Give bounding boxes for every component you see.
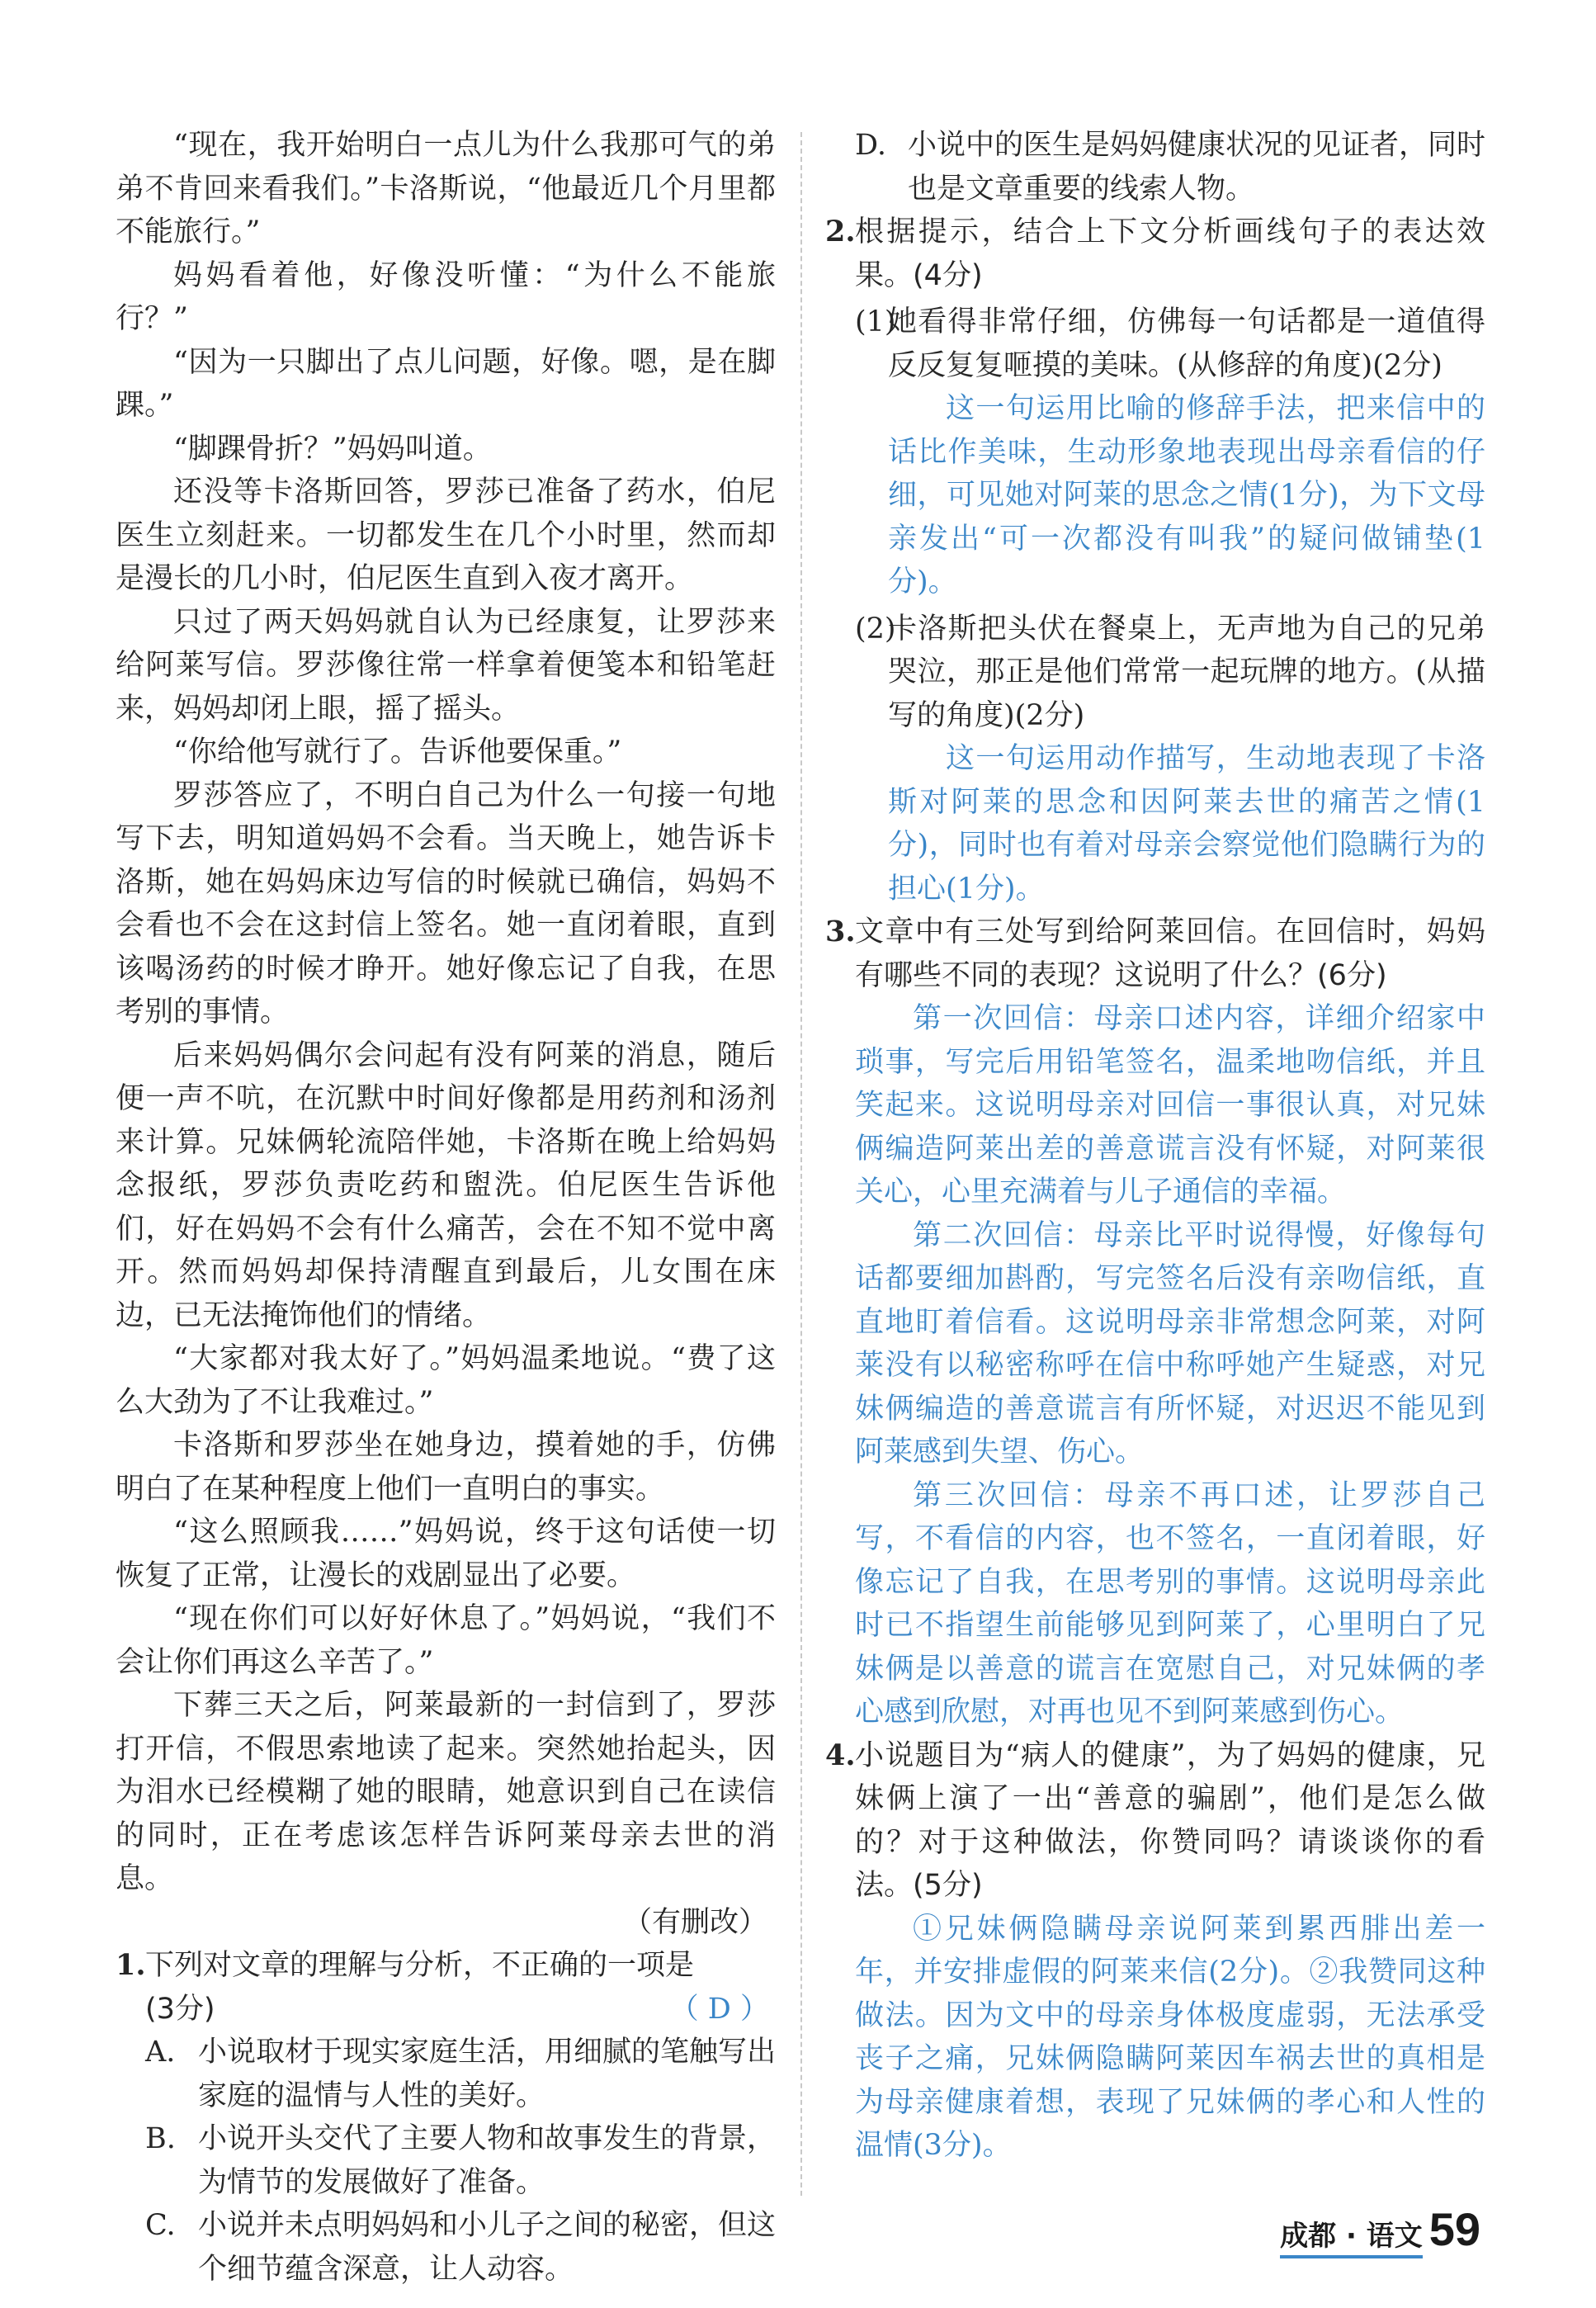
sub-question-text: 卡洛斯把头伏在餐桌上，无声地为自己的兄弟哭泣，那正是他们常常一起玩牌的地方。(从描写的角度)(2分) [888, 612, 1485, 732]
question-text: 文章中有三处写到给阿莱回信。在回信时，妈妈有哪些不同的表现？这说明了什么？ [855, 915, 1485, 992]
question-number: 2. [825, 215, 856, 248]
story-paragraph: “大家都对我太好了。”妈妈温柔地说。“费了这么大劲为了不让我难过。” [116, 1342, 776, 1419]
story-paragraph: 妈妈看着他，好像没听懂：“为什么不能旅行？” [116, 258, 776, 335]
story-column [116, 124, 776, 2291]
footer-label: 成都 · 语文 [1280, 2213, 1423, 2258]
question-number: 1. [116, 1948, 146, 1982]
story-paragraph: 卡洛斯和罗莎坐在她身边，摸着她的手，仿佛明白了在某种程度上他们一直明白的事实。 [116, 1429, 776, 1506]
story-paragraph: 后来妈妈偶尔会问起有没有阿莱的消息，随后便一声不吭，在沉默中时间好像都是用药剂和汤剂来计算。兄妹俩轮流陪伴她，卡洛斯在晚上给妈妈念报纸，罗莎负责吃药和盥洗。伯尼医生告诉他们，好在妈妈不会有什么痛苦，会在不知不觉中离开。然而妈妈却保持清醒直到最后，儿女围在床边，已无法掩饰他们的情绪。 [116, 1038, 776, 1332]
question-4 [825, 1734, 1485, 1908]
source-note: （有删改） [622, 1905, 767, 1939]
question-points: (6分) [1317, 958, 1387, 992]
story-paragraph: “因为一只脚出了点儿问题，好像。嗯，是在脚踝。” [116, 345, 776, 422]
story-paragraph: “这么照顾我……”妈妈说，终于这句话使一切恢复了正常，让漫长的戏剧显出了必要。 [116, 1516, 776, 1592]
question-text: 下列对文章的理解与分析，不正确的一项是 [145, 1949, 695, 1982]
answer-text: 这一句运用比喻的修辞手法，把来信中的话比作美味，生动形象地表现出母亲看信的仔细，可见她对阿莱的思念之情(1分)，为下文母亲发出“可一次都没有叫我”的疑问做铺垫(1分)。 [888, 392, 1485, 598]
question-text: 根据提示，结合上下文分析画线句子的表达效果。 [855, 215, 1485, 292]
option-letter: B. [145, 2122, 176, 2155]
answer-text: ①兄妹俩隐瞒母亲说阿莱到累西腓出差一年，并安排虚假的阿莱来信(2分)。②我赞同这种做法。因为文中的母亲身体极度虚弱，无法承受丧子之痛，兄妹俩隐瞒阿莱因车祸去世的真相是为母亲健康着想，表现了兄妹俩的孝心和人性的温情(3分)。 [855, 1912, 1485, 2162]
answer-text: 第一次回信：母亲口述内容，详细介绍家中琐事，写完后用铅笔签名，温柔地吻信纸，并且笑起来。这说明母亲对回信一事很认真，对兄妹俩编造阿莱出差的善意谎言没有怀疑，对阿莱很关心，心里充满着与儿子通信的幸福。 [855, 1002, 1485, 1208]
story-paragraph: “现在，我开始明白一点儿为什么我那可气的弟弟不肯回来看我们。”卡洛斯说，“他最近几个月里都不能旅行。” [116, 129, 776, 248]
question-text: 小说题目为“病人的健康”，为了妈妈的健康，兄妹俩上演了一出“善意的骗剧”，他们是怎么做的？对于这种做法，你赞同吗？请谈谈你的看法。 [855, 1738, 1485, 1902]
story-paragraph: “脚踝骨折？”妈妈叫道。 [173, 432, 492, 466]
page-number: 59 [1428, 2203, 1480, 2255]
option-text: 小说开头交代了主要人物和故事发生的背景，为情节的发展做好了准备。 [198, 2122, 777, 2199]
answer-choice: （ D ） [669, 1992, 769, 2026]
sub-question-text: 她看得非常仔细，仿佛每一句话都是一道值得反反复复咂摸的美味。(从修辞的角度)(2分) [888, 305, 1485, 382]
story-paragraph: 还没等卡洛斯回答，罗莎已准备了药水，伯尼医生立刻赶来。一切都发生在几个小时里，然而却是漫长的几小时，伯尼医生直到入夜才离开。 [116, 475, 776, 595]
answer-text: 这一句运用动作描写，生动地表现了卡洛斯对阿莱的思念和因阿莱去世的痛苦之情(1分)，同时也有着对母亲会察觉他们隐瞒行为的担心(1分)。 [888, 742, 1485, 906]
question-number: 3. [825, 915, 856, 948]
question-3 [825, 910, 1485, 997]
story-paragraph: 罗莎答应了，不明白自己为什么一句接一句地写下去，明知道妈妈不会看。当天晚上，她告诉卡洛斯，她在妈妈床边写信的时候就已确信，妈妈不会看也不会在这封信上签名。她一直闭着眼，直到该喝汤药的时候才睁开。她好像忘记了自我，在思考别的事情。 [116, 778, 776, 1029]
question-1 [116, 1944, 776, 2031]
sub-question-1 [825, 300, 1485, 387]
question-points: (4分) [913, 258, 983, 292]
sub-question-2 [825, 608, 1485, 738]
story-paragraph: 只过了两天妈妈就自认为已经康复，让罗莎来给阿莱写信。罗莎像往常一样拿着便笺本和铅笔赶来，妈妈却闭上眼，摇了摇头。 [116, 605, 776, 726]
option-letter: C. [145, 2209, 176, 2242]
questions-column [825, 124, 1485, 2168]
option-a [116, 2031, 776, 2117]
option-letter: A. [145, 2036, 176, 2069]
question-2 [825, 210, 1485, 297]
answer-text: 第三次回信：母亲不再口述，让罗莎自己写，不看信的内容，也不签名，一直闭着眼，好像忘记了自我，在思考别的事情。这说明母亲此时已不指望生前能够见到阿莱了，心里明白了兄妹俩是以善意的谎言在宽慰自己，对兄妹俩的孝心感到欣慰，对再也见不到阿莱感到伤心。 [855, 1478, 1485, 1729]
question-number: 4. [825, 1738, 856, 1772]
option-text: 小说并未点明妈妈和小儿子之间的秘密，但这个细节蕴含深意，让人动容。 [198, 2209, 777, 2286]
option-text: 小说中的医生是妈妈健康状况的见证者，同时也是文章重要的线索人物。 [908, 129, 1486, 206]
option-letter: D. [855, 129, 886, 162]
sub-question-number: (1) [855, 305, 896, 338]
option-d [825, 124, 1485, 210]
story-paragraph: “现在你们可以好好休息了。”妈妈说，“我们不会让你们再这么辛苦了。” [116, 1602, 776, 1679]
answer-text: 第二次回信：母亲比平时说得慢，好像每句话都要细加斟酌，写完签名后没有亲吻信纸，直直地盯着信看。这说明母亲非常想念阿莱，对阿莱没有以秘密称呼在信中称呼她产生疑惑，对兄妹俩编造的善意谎言有所怀疑，对迟迟不能见到阿莱感到失望、伤心。 [855, 1218, 1485, 1469]
option-c [116, 2204, 776, 2291]
question-points: (5分) [913, 1869, 983, 1902]
column-divider [800, 132, 802, 2196]
story-paragraph: 下葬三天之后，阿莱最新的一封信到了，罗莎打开信，不假思索地读了起来。突然她抬起头，因为泪水已经模糊了她的眼睛，她意识到自己在读信的同时，正在考虑该怎样告诉阿莱母亲去世的消息。 [116, 1689, 776, 1895]
option-b [116, 2117, 776, 2204]
story-paragraph: “你给他写就行了。告诉他要保重。” [173, 735, 622, 769]
page-footer [1280, 2202, 1480, 2258]
sub-question-number: (2) [855, 612, 896, 646]
option-text: 小说取材于现实家庭生活，用细腻的笔触写出家庭的温情与人性的美好。 [198, 2036, 777, 2112]
question-points: (3分) [145, 1992, 215, 2026]
